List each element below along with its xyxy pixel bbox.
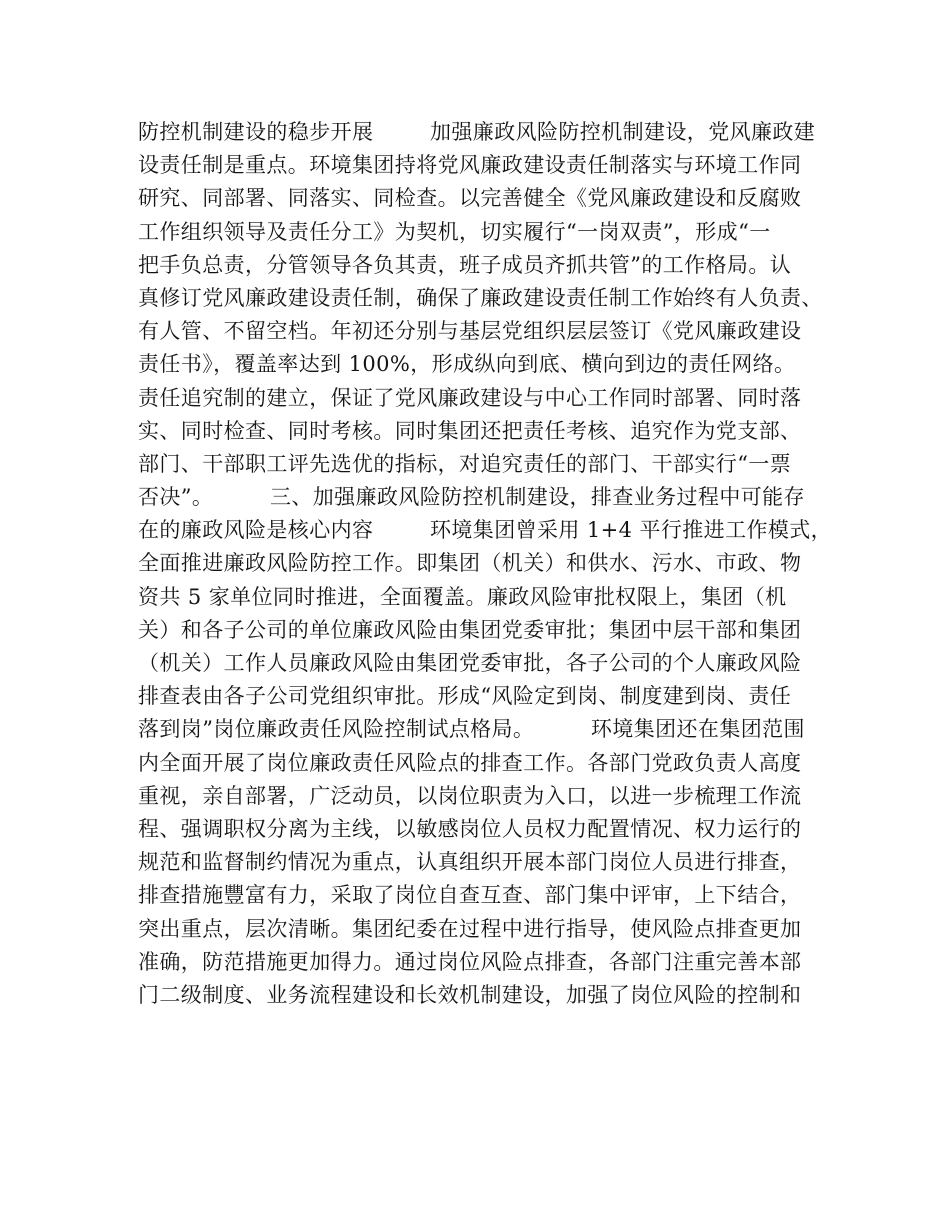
text-line: 责任追究制的建立，保证了党风廉政建设与中心工作同时部署、同时落 bbox=[138, 385, 802, 410]
text-line: 排查措施豐富有力，采取了岗位自查互查、部门集中评审，上下结合， bbox=[138, 883, 802, 908]
text-line: 排查表由各子公司党组织审批。形成“风险定到岗、制度建到岗、责任 bbox=[138, 684, 792, 709]
text-line: 研究、同部署、同落实、同检查。以完善健全《党风廉政建设和反腐败 bbox=[138, 186, 802, 211]
body-text bbox=[138, 116, 838, 1012]
text-line: 门二级制度、业务流程建设和长效机制建设，加强了岗位风险的控制和 bbox=[138, 982, 802, 1007]
text-line: 否决”。 三、加强廉政风险防控机制建设，排查业务过程中可能存 bbox=[138, 485, 805, 510]
text-line: 落到岗”岗位廉政责任风险控制试点格局。 环境集团还在集团范围 bbox=[138, 717, 805, 742]
text-line: 关）和各子公司的单位廉政风险由集团党委审批；集团中层干部和集团 bbox=[138, 617, 802, 642]
text-line: （机关）工作人员廉政风险由集团党委审批，各子公司的个人廉政风险 bbox=[138, 651, 802, 675]
text-line: 资共 5 家单位同时推进，全面覆盖。廉政风险审批权限上，集团（机 bbox=[138, 584, 787, 609]
text-line: 有人管、不留空档。年初还分别与基层党组织层层签订《党风廉政建设 bbox=[138, 319, 802, 344]
text-line: 防控机制建设的稳步开展 加强廉政风险防控机制建设，党风廉政建 bbox=[138, 120, 816, 144]
text-line: 工作组织领导及责任分工》为契机，切实履行“一岗双责”，形成“一 bbox=[138, 219, 771, 244]
text-line: 在的廉政风险是核心内容 环境集团曾采用 1+4 平行推进工作模式， bbox=[138, 518, 833, 543]
text-line: 把手负总责，分管领导各负其责，班子成员齐抓共管”的工作格局。认 bbox=[138, 252, 792, 277]
text-line: 准确，防范措施更加得力。通过岗位风险点排查，各部门注重完善本部 bbox=[138, 949, 802, 974]
text-line: 实、同时检查、同时考核。同时集团还把责任考核、追究作为党支部、 bbox=[138, 418, 802, 443]
text-line: 重视，亲自部署，广泛动员，以岗位职责为入口，以进一步梳理工作流 bbox=[138, 783, 802, 808]
text-line: 责任书》，覆盖率达到 100%，形成纵向到底、横向到边的责任网络。 bbox=[138, 352, 796, 377]
text-line: 规范和监督制约情况为重点，认真组织开展本部门岗位人员进行排查， bbox=[138, 850, 802, 875]
text-line: 程、强调职权分离为主线，以敏感岗位人员权力配置情况、权力运行的 bbox=[138, 816, 802, 841]
text-line: 真修订党风廉政建设责任制，确保了廉政建设责任制工作始终有人负责、 bbox=[138, 285, 823, 310]
text-line: 内全面开展了岗位廉政责任风险点的排查工作。各部门党政负责人高度 bbox=[138, 750, 802, 775]
text-line: 设责任制是重点。环境集团持将党风廉政建设责任制落实与环境工作同 bbox=[138, 153, 802, 178]
text-line: 部门、干部职工评先选优的指标，对追究责任的部门、干部实行“一票 bbox=[138, 451, 792, 476]
text-line: 突出重点，层次清晰。集团纪委在过程中进行指导，使风险点排查更加 bbox=[138, 916, 802, 941]
text-line: 全面推进廉政风险防控工作。即集团（机关）和供水、污水、市政、物 bbox=[138, 551, 802, 576]
